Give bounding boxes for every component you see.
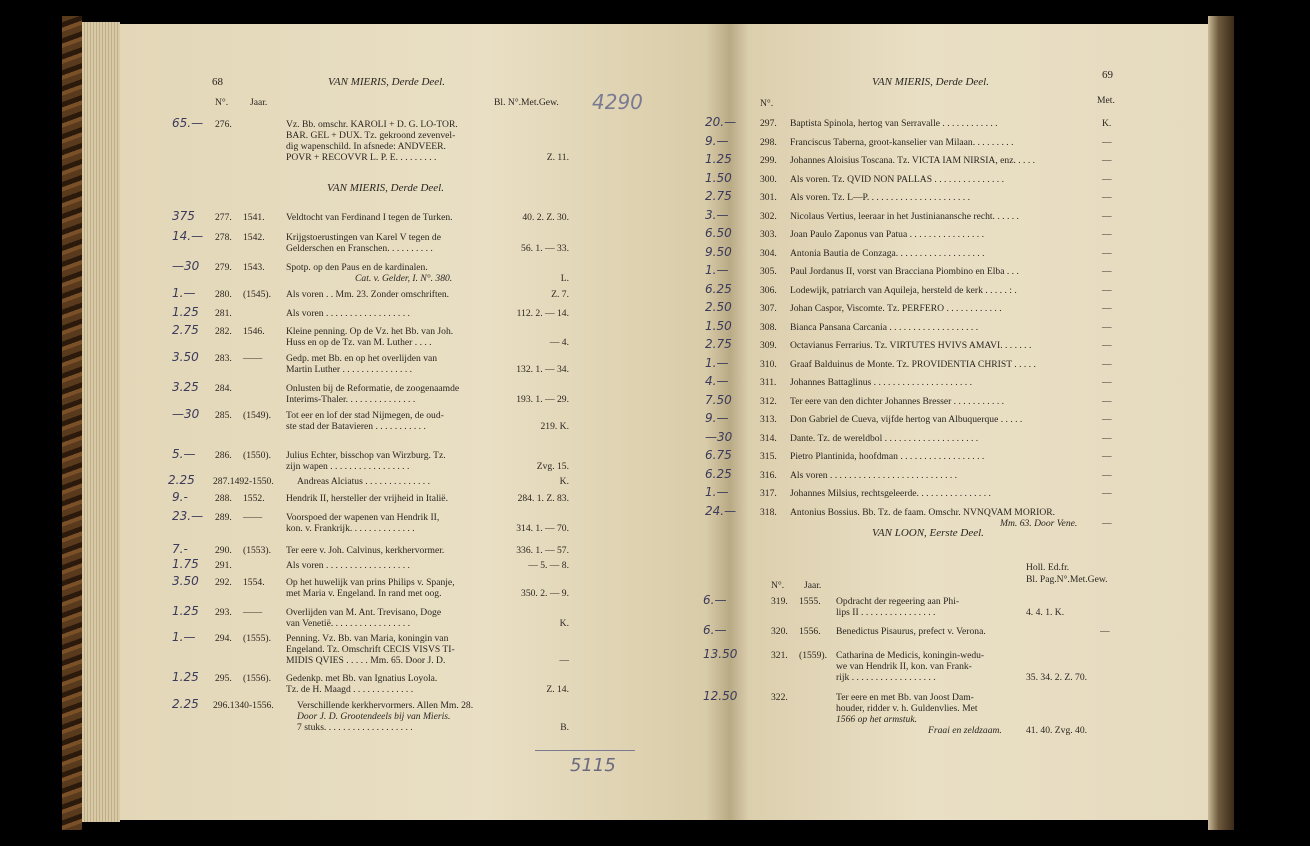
entry-text-line: Overlijden van M. Ant. Trevisano, Doge xyxy=(286,607,442,618)
entry-ref: 41. 40. Zvg. 40. xyxy=(1026,725,1088,736)
entry-number: 278. xyxy=(215,232,232,243)
entry-text-line: van Venetië. . . . . . . . . . . . . . . . . xyxy=(286,618,410,629)
price-note: 1.50 xyxy=(705,318,732,333)
price-note: —30 xyxy=(705,429,733,444)
entry-text-line: ste stad der Batavieren . . . . . . . . . . . xyxy=(286,421,426,432)
entry-ref: — xyxy=(1102,340,1112,351)
entry-number: 296.1340-1556. xyxy=(213,700,274,711)
entry-year: (1555). xyxy=(243,633,271,644)
price-note: 7.- xyxy=(172,542,188,556)
entry-number: 287.1492-1550. xyxy=(213,476,274,487)
book-cover-right xyxy=(1208,16,1234,830)
entry-number: 311. xyxy=(760,377,777,388)
entry-text-line: Opdracht der regeering aan Phi- xyxy=(836,596,960,607)
entry-text-line: Baptista Spinola, hertog van Serravalle . . . . . . . . . . . . xyxy=(790,118,998,129)
entry-ref: 40. 2. Z. 30. xyxy=(522,212,569,223)
left-col-no: N°. xyxy=(215,97,229,108)
entry-text-line: Kleine penning. Op de Vz. het Bb. van Joh. xyxy=(286,326,454,337)
entry-text-line: Mm. 63. Door Vene. xyxy=(1000,517,1078,529)
entry-text-line: Ter eere en met Bb. van Joost Dam- xyxy=(836,692,974,703)
entry-text-line: Benedictus Pisaurus, prefect v. Verona. xyxy=(836,626,986,637)
price-note: 6.50 xyxy=(705,226,732,240)
price-note: 1.25 xyxy=(705,152,732,166)
entry-text-line: MIDIS QVIES . . . . . Mm. 65. Door J. D. xyxy=(286,655,446,666)
entry-text-line: Op het huwelijk van prins Philips v. Spanje, xyxy=(286,577,455,588)
entry-year: 1552. xyxy=(243,493,265,504)
left-col-right: Bl. N°.Met.Gew. xyxy=(494,97,559,108)
entry-year: 1546. xyxy=(243,326,265,337)
entry-number: 280. xyxy=(215,289,232,300)
entry-ref: K. xyxy=(559,618,569,629)
price-note: 6.— xyxy=(703,623,727,637)
price-note: 6.25 xyxy=(705,466,732,481)
price-note: 3.50 xyxy=(172,574,199,588)
entry-ref: — xyxy=(1102,488,1112,499)
entry-ref: 56. 1. — 33. xyxy=(521,243,569,254)
price-note: 3.— xyxy=(705,207,729,222)
entry-number: 304. xyxy=(760,247,777,259)
price-note: 20.— xyxy=(705,115,737,129)
entry-year: 1556. xyxy=(799,626,821,637)
entry-text-line: Als voren . . . . . . . . . . . . . . . . . . . . . . . . . . . xyxy=(790,469,958,481)
entry-ref: — xyxy=(1102,377,1112,388)
entry-ref: Z. 14. xyxy=(546,684,569,695)
sum-rule xyxy=(535,750,635,751)
price-note: 1.50 xyxy=(705,170,732,185)
price-note: —30 xyxy=(172,407,200,421)
entry-text-line: Julius Echter, bisschop van Wirzburg. Tz. xyxy=(286,450,446,461)
entry-year: —— xyxy=(243,607,263,618)
entry-text-line: Als voren . . . . . . . . . . . . . . . . . . xyxy=(286,560,410,571)
price-note: 6.— xyxy=(703,593,727,607)
price-note: 1.— xyxy=(172,286,196,300)
entry-year: —— xyxy=(243,512,263,523)
price-note: 14.— xyxy=(172,229,204,243)
entry-ref: — xyxy=(1102,321,1112,333)
entry-number: 314. xyxy=(760,432,777,444)
entry-number: 320. xyxy=(771,626,788,637)
entry-text-line: Ter eere van den dichter Johannes Bresser . . . . . . . . . . . xyxy=(790,395,1005,407)
entry-number: 286. xyxy=(215,450,232,461)
entry-ref: B. xyxy=(560,722,569,733)
entry-number: 281. xyxy=(215,308,232,319)
entry-ref: — xyxy=(1102,210,1112,222)
entry-ref: — xyxy=(1102,247,1112,259)
entry-number: 312. xyxy=(760,395,777,407)
entry-ref: K. xyxy=(1102,118,1112,129)
entry-text-line: Nicolaus Vertius, leeraar in het Justinianansche recht. . . . . . xyxy=(790,210,1019,222)
price-note: 24.— xyxy=(705,503,737,518)
entry-year: (1549). xyxy=(243,410,271,421)
entry-text-line: Octavianus Ferrarius. Tz. VIRTUTES HVIVS AMAVI. . . . . . . xyxy=(790,340,1032,351)
right-running-head: VAN MIERIS, Derde Deel. xyxy=(872,76,989,88)
price-note: 9.— xyxy=(705,133,729,148)
entry-number: 310. xyxy=(760,358,777,370)
entry-text-line: Veldtocht van Ferdinand I tegen de Turken. xyxy=(286,212,453,223)
price-note: 1.— xyxy=(172,630,196,644)
right-section-title: VAN LOON, Eerste Deel. xyxy=(872,527,984,539)
entry-text-line: Pietro Plantinida, hoofdman . . . . . . . . . . . . . . . . . . xyxy=(790,451,985,462)
entry-text-line: Verschillende kerkhervormers. Allen Mm. 28. xyxy=(297,700,474,711)
entry-text-line: we van Hendrik II, kon. van Frank- xyxy=(836,661,972,672)
entry-ref: 336. 1. — 57. xyxy=(516,545,569,556)
entry-text-line: Fraai en zeldzaam. xyxy=(928,725,1002,736)
price-note: 13.50 xyxy=(703,647,738,661)
entry-ref: L. xyxy=(560,273,569,284)
entry-year: 1543. xyxy=(243,262,265,273)
entry-number: 309. xyxy=(760,340,777,351)
entry-ref: — xyxy=(1102,414,1112,425)
entry-ref: — xyxy=(1102,192,1112,203)
entry-ref: 35. 34. 2. Z. 70. xyxy=(1026,672,1088,683)
left-running-head: VAN MIERIS, Derde Deel. xyxy=(328,76,445,88)
entry-ref: — xyxy=(1102,517,1112,529)
entry-text-line: Penning. Vz. Bb. van Maria, koningin van xyxy=(286,633,449,644)
entry-text-line: Als voren. Tz. L—P. . . . . . . . . . . . . . . . . . . . . . xyxy=(790,192,970,203)
entry-number: 293. xyxy=(215,607,232,618)
left-col-year: Jaar. xyxy=(250,97,268,108)
entry-number: 300. xyxy=(760,173,777,185)
entry-ref: 193. 1. — 29. xyxy=(516,394,569,405)
entry-ref: K. xyxy=(559,476,569,487)
entry-text-line: Martin Luther . . . . . . . . . . . . . . . xyxy=(286,364,413,375)
entry-number: 298. xyxy=(760,136,777,148)
entry-number: 319. xyxy=(771,596,788,607)
price-note: 2.25 xyxy=(168,473,195,487)
entry-ref: — xyxy=(1102,432,1112,444)
price-note: 1.25 xyxy=(172,604,199,618)
price-note: 2.75 xyxy=(705,189,732,203)
entry-text-line: zijn wapen . . . . . . . . . . . . . . . . . xyxy=(286,461,410,472)
entry-ref: — xyxy=(1102,136,1112,148)
loon-header-line2: Bl. Pag.N°.Met.Gew. xyxy=(1026,574,1108,585)
entry-text-line: Paul Jordanus II, vorst van Bracciana Piombino en Elba . . . xyxy=(790,266,1019,277)
entry-ref: — xyxy=(1102,229,1112,240)
entry-text-line: Gedenkp. met Bb. van Ignatius Loyola. xyxy=(286,673,438,684)
entry-text-line: dig wapenschild. In afsnede: ANDVEER. xyxy=(286,141,446,152)
price-note: 12.50 xyxy=(703,689,738,703)
entry-number: 315. xyxy=(760,451,777,462)
entry-number: 292. xyxy=(215,577,232,588)
entry-number: 305. xyxy=(760,266,777,277)
entry-number: 288. xyxy=(215,493,232,504)
price-note: 2.75 xyxy=(172,323,199,337)
entry-number: 276. xyxy=(215,119,232,130)
entry-number: 290. xyxy=(215,545,232,556)
entry-text-line: Don Gabriel de Cueva, vijfde hertog van Albuquerque . . . . . xyxy=(790,414,1023,425)
price-note: 4.— xyxy=(705,374,729,388)
entry-number: 294. xyxy=(215,633,232,644)
entry-ref: — xyxy=(1102,395,1112,407)
loon-col-no: N°. xyxy=(771,580,785,591)
entry-ref: 284. 1. Z. 83. xyxy=(517,493,569,504)
right-col-no: N°. xyxy=(760,98,774,109)
entry-ref: — xyxy=(1102,173,1112,185)
entry-text-line: Franciscus Taberna, groot-kanselier van Milaan. . . . . . . . . xyxy=(790,136,1014,148)
price-note: 1.25 xyxy=(172,305,199,319)
price-note: 65.— xyxy=(172,116,204,130)
entry-number: 299. xyxy=(760,155,777,166)
entry-text-line: rijk . . . . . . . . . . . . . . . . . . xyxy=(836,672,936,683)
entry-year: (1556). xyxy=(243,673,271,684)
right-page-number: 69 xyxy=(1102,69,1113,81)
entry-text-line: Door J. D. Grootendeels bij van Mieris. xyxy=(297,711,451,722)
entry-ref: — xyxy=(1102,303,1112,314)
entry-text-line: Bianca Pansana Carcania . . . . . . . . . . . . . . . . . . . xyxy=(790,321,979,333)
entry-text-line: Als voren . . . . . . . . . . . . . . . . . . xyxy=(286,308,410,319)
price-note: 6.75 xyxy=(705,448,732,462)
entry-ref: — xyxy=(1102,469,1112,481)
entry-text-line: Krijgstoerustingen van Karel V tegen de xyxy=(286,232,441,243)
entry-text-line: kon. v. Frankrijk. . . . . . . . . . . . . . xyxy=(286,523,415,534)
entry-ref: 112. 2. — 14. xyxy=(516,308,569,319)
entry-text-line: Gelderschen en Franschen. . . . . . . . . . xyxy=(286,243,433,254)
right-col-met: Met. xyxy=(1097,95,1115,106)
entry-ref: Zvg. 15. xyxy=(536,461,569,472)
entry-number: 303. xyxy=(760,229,777,240)
entry-text-line: Als voren . . Mm. 23. Zonder omschriften. xyxy=(286,289,450,300)
entry-text-line: Gedp. met Bb. en op het overlijden van xyxy=(286,353,438,364)
entry-ref: 314. 1. — 70. xyxy=(516,523,569,534)
entry-year: (1545). xyxy=(243,289,271,300)
entry-year: —— xyxy=(243,353,263,364)
entry-text-line: Voorspoed der wapenen van Hendrik II, xyxy=(286,512,440,523)
entry-ref: — 4. xyxy=(549,337,569,348)
entry-number: 277. xyxy=(215,212,232,223)
entry-number: 284. xyxy=(215,383,232,394)
entry-year: (1553). xyxy=(243,545,271,556)
entry-text-line: Spotp. op den Paus en de kardinalen. xyxy=(286,262,428,273)
entry-text-line: Graaf Balduinus de Monte. Tz. PROVIDENTIA CHRIST . . . . . xyxy=(790,358,1036,370)
footer-sum: 5115 xyxy=(570,755,616,776)
entry-number: 302. xyxy=(760,210,777,222)
entry-ref: — xyxy=(1102,358,1112,370)
entry-year: (1550). xyxy=(243,450,271,461)
entry-ref: — xyxy=(1102,284,1112,296)
entry-year: 1554. xyxy=(243,577,265,588)
price-note: 9.— xyxy=(705,411,729,425)
book-cover-left xyxy=(62,16,82,830)
entry-text-line: Cat. v. Gelder, I. N°. 380. xyxy=(355,273,453,284)
entry-number: 301. xyxy=(760,192,777,203)
entry-ref: Z. 7. xyxy=(551,289,569,300)
entry-text-line: 7 stuks. . . . . . . . . . . . . . . . . . . xyxy=(297,722,413,733)
price-note: 375 xyxy=(172,209,195,223)
entry-number: 318. xyxy=(760,506,777,518)
entry-text-line: Andreas Alciatus . . . . . . . . . . . . . . xyxy=(297,476,430,487)
entry-text-line: Joan Paulo Zaponus van Patua . . . . . . . . . . . . . . . . xyxy=(790,229,984,240)
price-note: 1.— xyxy=(705,263,729,277)
entry-ref: 350. 2. — 9. xyxy=(521,588,569,599)
price-note: —30 xyxy=(172,259,200,273)
entry-ref: — xyxy=(1102,155,1112,166)
price-note: 23.— xyxy=(172,509,204,523)
price-note: 1.25 xyxy=(172,670,199,684)
entry-text-line: houder, ridder v. h. Guldenvlies. Met xyxy=(836,703,978,714)
entry-text-line: met Maria v. Engeland. In rand met oog. xyxy=(286,588,442,599)
entry-text-line: Hendrik II, hersteller der vrijheid in Italië. xyxy=(286,493,448,504)
entry-text-line: Johannes Battaglinus . . . . . . . . . . . . . . . . . . . . . xyxy=(790,377,973,388)
entry-text-line: Als voren. Tz. QVID NON PALLAS . . . . . . . . . . . . . . . xyxy=(790,173,1004,185)
entry-text-line: POVR + RECOVVR L. P. E. . . . . . . . . xyxy=(286,152,437,163)
entry-year: (1559). xyxy=(799,650,827,661)
price-note: 2.50 xyxy=(705,300,732,314)
price-note: 7.50 xyxy=(705,392,732,407)
entry-text-line: Johannes Milsius, rechtsgeleerde. . . . . . . . . . . . . . . . xyxy=(790,488,991,499)
entry-number: 308. xyxy=(760,321,777,333)
price-note: 9.- xyxy=(172,490,188,504)
entry-text-line: Tz. de H. Maagd . . . . . . . . . . . . . xyxy=(286,684,414,695)
loon-col-year: Jaar. xyxy=(804,580,822,591)
entry-number: 306. xyxy=(760,284,777,296)
entry-year: 1541. xyxy=(243,212,265,223)
entry-text-line: BAR. GEL + DUX. Tz. gekroond zevenvel- xyxy=(286,130,456,141)
entry-number: 317. xyxy=(760,488,777,499)
entry-number: 282. xyxy=(215,326,232,337)
entry-number: 283. xyxy=(215,353,232,364)
entry-text-line: Vz. Bb. omschr. KAROLI + D. G. LO-TOR. xyxy=(286,119,458,130)
entry-text-line: Antonia Bautia de Conzaga. . . . . . . . . . . . . . . . . . . xyxy=(790,247,985,259)
entry-text-line: 1566 op het armstuk. xyxy=(836,714,918,725)
price-note: 2.75 xyxy=(705,337,732,351)
page-edges-left xyxy=(82,22,120,822)
entry-ref: 219. K. xyxy=(540,421,569,432)
entry-text-line: Interims-Thaler. . . . . . . . . . . . . . . xyxy=(286,394,416,405)
entry-text-line: Ter eere v. Joh. Calvinus, kerkhervormer. xyxy=(286,545,445,556)
entry-text-line: Lodewijk, patriarch van Aquileja, hersteld de kerk . . . . . : . xyxy=(790,284,1017,296)
price-note: 6.25 xyxy=(705,281,732,296)
entry-number: 316. xyxy=(760,469,777,481)
entry-number: 295. xyxy=(215,673,232,684)
entry-text-line: Engeland. Tz. Omschrift CECIS VISVS TI- xyxy=(286,644,455,655)
entry-text-line: Onlusten bij de Reformatie, de zoogenaamde xyxy=(286,383,460,394)
price-note: 9.50 xyxy=(705,244,732,259)
entry-number: 297. xyxy=(760,118,777,129)
entry-ref: 132. 1. — 34. xyxy=(516,364,569,375)
left-page-number: 68 xyxy=(212,76,223,88)
entry-ref: — xyxy=(1102,266,1112,277)
entry-text-line: Tot eer en lof der stad Nijmegen, de oud- xyxy=(286,410,444,421)
entry-ref: — xyxy=(1102,451,1112,462)
entry-text-line: Antonius Bossius. Bb. Tz. de faam. Omschr. NVNQVAM MORIOR. xyxy=(790,506,1056,518)
entry-number: 321. xyxy=(771,650,788,661)
loon-header-line1: Holl. Ed.fr. xyxy=(1026,562,1070,573)
entry-number: 289. xyxy=(215,512,232,523)
price-note: 1.75 xyxy=(172,557,199,571)
entry-ref: — xyxy=(559,655,569,666)
price-note: 3.50 xyxy=(172,350,199,364)
price-note: 1.— xyxy=(705,485,729,499)
entry-text-line: Johan Caspor, Viscomte. Tz. PERFERO . . . . . . . . . . . . xyxy=(790,303,1002,314)
price-note: 2.25 xyxy=(172,697,199,711)
entry-ref: 4. 4. 1. K. xyxy=(1026,607,1065,618)
entry-ref: — 5. — 8. xyxy=(528,560,569,571)
entry-ref: — xyxy=(1100,626,1110,637)
entry-number: 285. xyxy=(215,410,232,421)
entry-text-line: Huss en op de Tz. van M. Luther . . . . xyxy=(286,337,432,348)
entry-number: 313. xyxy=(760,414,777,425)
entry-number: 279. xyxy=(215,262,232,273)
entry-year: 1542. xyxy=(243,232,265,243)
price-note: 1.— xyxy=(705,355,729,370)
entry-number: 291. xyxy=(215,560,232,571)
entry-number: 322. xyxy=(771,692,788,703)
price-note: 3.25 xyxy=(172,380,199,394)
price-note: 5.— xyxy=(172,447,196,461)
entry-text-line: Catharina de Medicis, koningin-wedu- xyxy=(836,650,985,661)
entry-text-line: Dante. Tz. de wereldbol . . . . . . . . . . . . . . . . . . . . xyxy=(790,432,979,444)
entry-year: 1555. xyxy=(799,596,821,607)
entry-text-line: Johannes Aloisius Toscana. Tz. VICTA IAM NIRSIA, enz. . . . . xyxy=(790,155,1036,166)
corner-note: 4290 xyxy=(592,90,643,114)
left-section-title: VAN MIERIS, Derde Deel. xyxy=(327,182,444,194)
entry-number: 307. xyxy=(760,303,777,314)
entry-text-line: lips II . . . . . . . . . . . . . . . . xyxy=(836,607,936,618)
entry-ref: Z. 11. xyxy=(546,152,569,163)
